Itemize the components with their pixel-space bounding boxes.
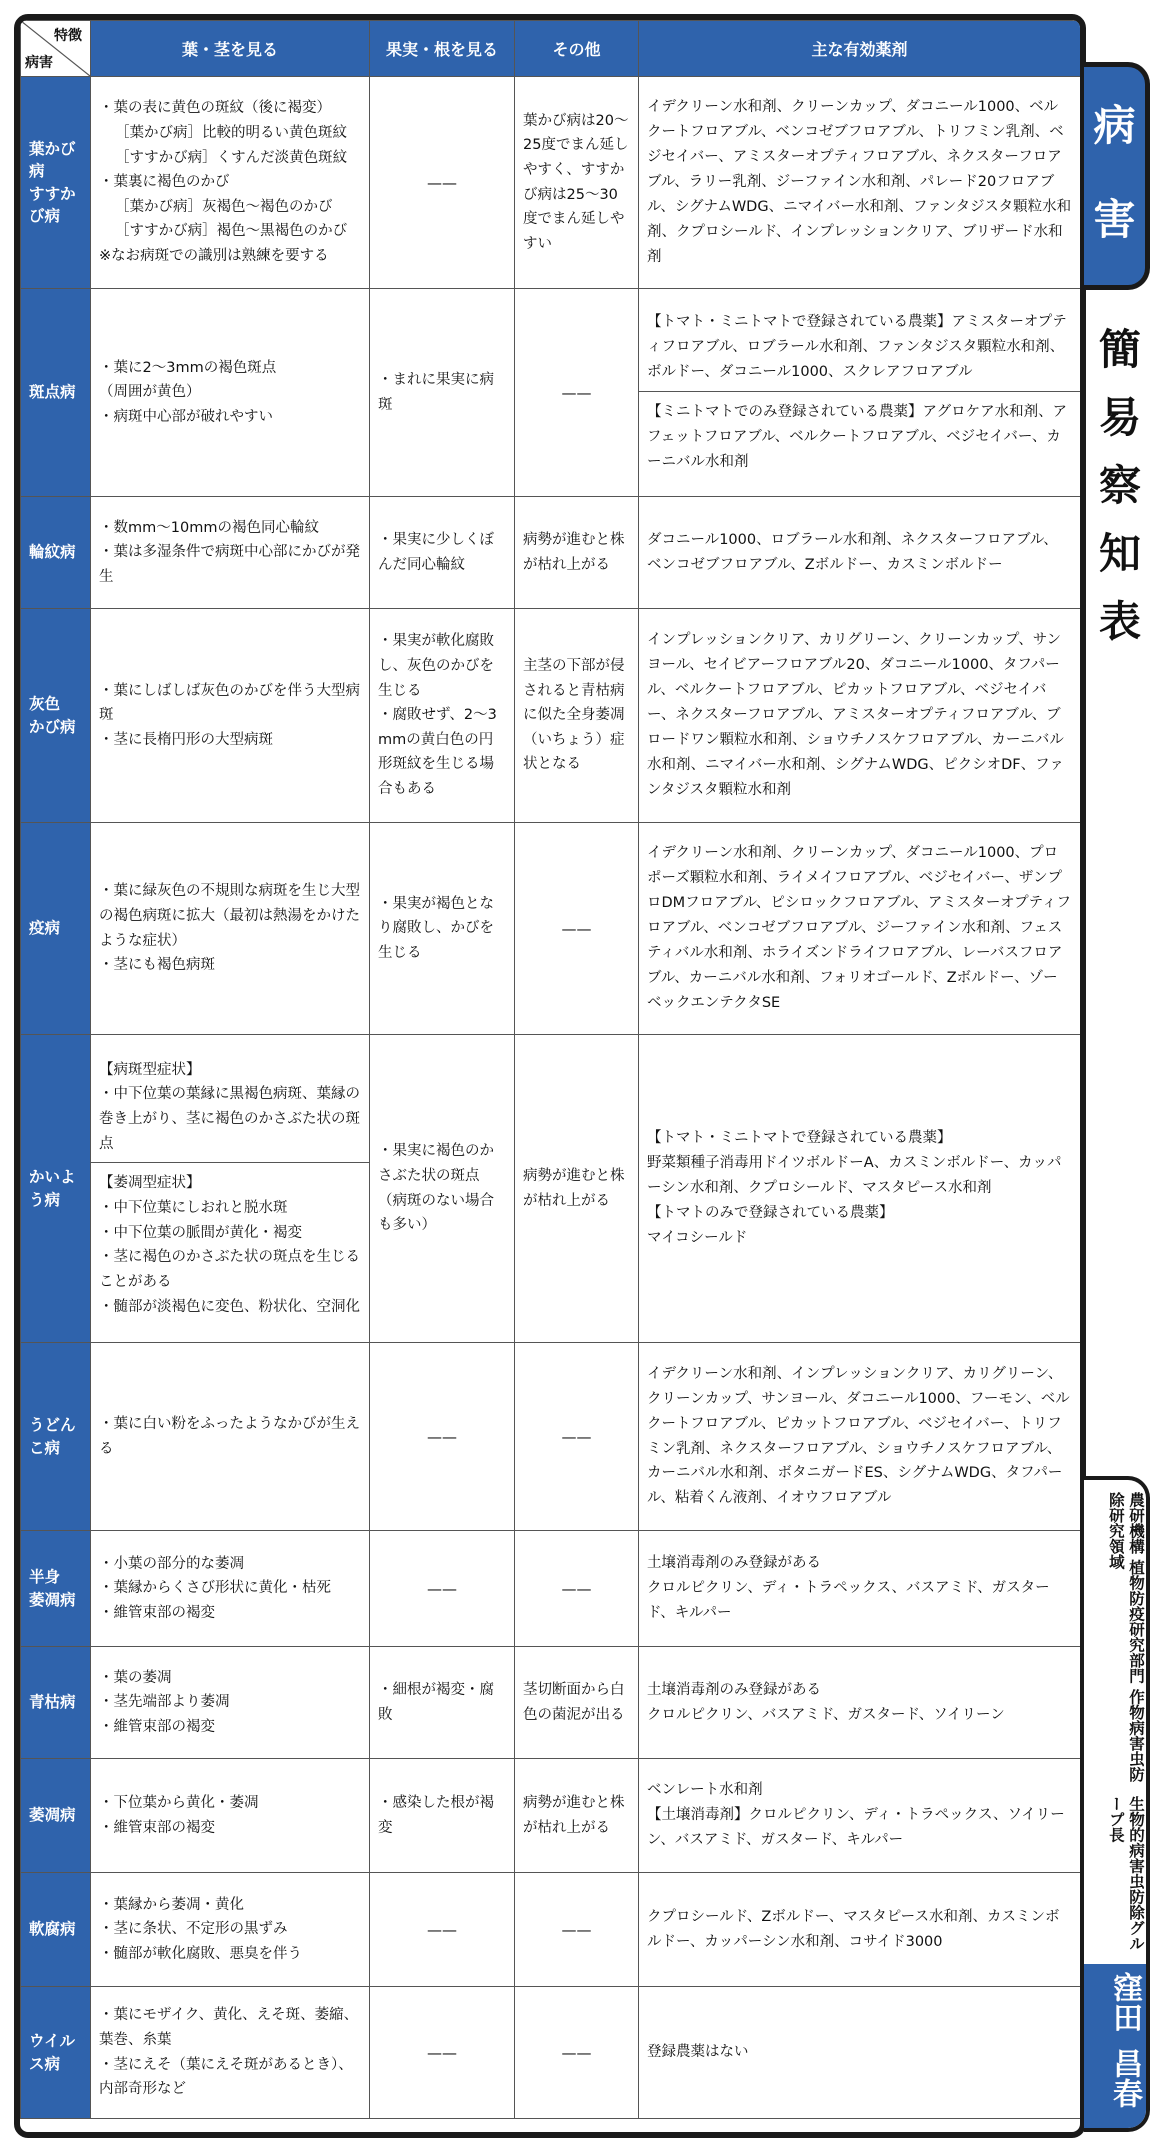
drug-line: クロルピクリン、バスアミド、ガスタード、ソイリーン (647, 1706, 1005, 1723)
disease-name-cell (21, 1531, 91, 1647)
symptom-line: ・葉は多湿条件で病斑中心部にかびが発生 (99, 544, 360, 585)
author-family-name: 窪田 (1107, 1972, 1142, 2032)
fruit-symptom-cell (370, 609, 515, 823)
symptom-line: ［すすかび病］くすんだ淡黄色斑紋 (115, 149, 348, 166)
disease-name: ウイルス病 (29, 2032, 76, 2073)
symptom-line: ・腐敗せず、2～3mmの黄白色の円形斑紋を生じる場合もある (378, 707, 497, 798)
corner-feature-label: 特徴 (54, 28, 82, 44)
disease-name-cell (21, 497, 91, 609)
leaf-symptom-cell (91, 609, 370, 823)
fruit-symptom-cell: —— (370, 1873, 515, 1987)
symptom-line: ・葉裏に褐色のかび (99, 174, 230, 191)
fruit-symptom-cell: ・感染した根が褐変 (370, 1759, 515, 1873)
author-name-box (1084, 1964, 1146, 2132)
symptom-line: ・葉縁から萎凋・黄化 (99, 1896, 244, 1913)
fruit-symptom-cell: ・細根が褐変・腐敗 (370, 1647, 515, 1759)
disease-name-cell (21, 823, 91, 1035)
symptom-line: ・葉にモザイク、黄化、えそ斑、萎縮、葉巻、糸葉 (99, 2007, 359, 2048)
disease-name: 輪紋病 (29, 543, 76, 562)
table-row (21, 1647, 1081, 1759)
drug-group: 【ミニトマトでのみ登録されている農薬】アグロケア水和剤、アフェットフロアブル、ベルクートフロアブル、ベジセイバー、カーニバル水和剤 (639, 391, 1080, 475)
other-cell: 葉かび病は20～25度でまん延しやすく、すすかび病は25～30度でまん延しやすい (515, 77, 639, 289)
symptom-line: ・果実が軟化腐敗し、灰色のかびを生じる (378, 633, 494, 699)
category-tab-char: 病 (1093, 101, 1136, 150)
symptom-line: ・葉に緑灰色の不規則な病斑を生じ大型の褐色病斑に拡大（最初は熱湯をかけたような症状） (99, 883, 360, 949)
disease-name: 葉かび病 (29, 139, 76, 181)
other-cell: —— (515, 1873, 639, 1987)
drug-cell (639, 1531, 1081, 1647)
symptom-line: ・茎にも褐色病斑 (99, 957, 215, 974)
disease-name-cell (21, 1873, 91, 1987)
fruit-symptom-cell: ・果実に褐色のかさぶた状の斑点（病斑のない場合も多い） (370, 1035, 515, 1343)
drug-cell: ダコニール1000、ロブラール水和剤、ネクスターフロアブル、ベンコゼブフロアブル、Zボルドー、カスミンボルドー (639, 497, 1081, 609)
symptom-heading: 【萎凋型症状】 (99, 1175, 201, 1192)
drug-line: 土壌消毒剤のみ登録がある (647, 1555, 821, 1572)
table-row (21, 289, 1081, 497)
other-cell: —— (515, 289, 639, 497)
disease-name: 青枯病 (29, 1693, 76, 1712)
table-row (21, 1035, 1081, 1343)
author-given-name: 昌春 (1107, 2048, 1142, 2108)
fruit-symptom-cell: ・まれに果実に病斑 (370, 289, 515, 497)
fruit-symptom-cell: —— (370, 1343, 515, 1531)
leaf-symptom-cell (91, 77, 370, 289)
drug-cell: インプレッションクリア、カリグリーン、クリーンカップ、サンヨール、セイビアーフロアブル20、ダコニール1000、タフパール、ベルクートフロアブル、ピカットフロアブル、ベジセイバー、ネクスターフロアブル、アミスターオプティフロアブル、ブロードワン顆粒水和剤、ショウチノスケフロアブル、カーニバル水和剤、ニマイバー水和剤、シグナムWDG、ピクシオDF、ファンタジスタ顆粒水和剤 (639, 609, 1081, 823)
table-row (21, 1531, 1081, 1647)
symptom-line: ・葉の表に黄色の斑紋（後に褐変） (99, 100, 331, 117)
page-title (1090, 316, 1150, 656)
disease-table-frame (14, 14, 1086, 2138)
drug-line: 【土壌消毒剤】クロルピクリン、ディ・トラペックス、ソイリーン、バスアミド、ガスタード、キルパー (647, 1807, 1065, 1848)
drug-line: 土壌消毒剤のみ登録がある (647, 1681, 821, 1698)
title-char: 簡 (1098, 325, 1141, 374)
drug-group: 【トマト・ミニトマトで登録されている農薬】アミスターオプティフロアブル、ロブラール水和剤、ファンタジスタ顆粒水和剤、ボルドー、ダコニール1000、スクレアフロアブル (647, 314, 1067, 381)
fruit-symptom-cell: ・果実に少しくぼんだ同心輪紋 (370, 497, 515, 609)
disease-name-cell (21, 77, 91, 289)
symptom-line: ・中下位葉の葉縁に黒褐色病斑、葉縁の巻き上がり、茎に褐色のかさぶた状の斑点 (99, 1086, 360, 1152)
disease-name-cell (21, 1035, 91, 1343)
leaf-symptom-cell (91, 1343, 370, 1531)
table-row (21, 609, 1081, 823)
leaf-symptom-cell (91, 497, 370, 609)
drug-cell (639, 1759, 1081, 1873)
drug-cell: 登録農薬はない (639, 1987, 1081, 2119)
col-header-other: その他 (515, 21, 639, 77)
disease-name: うどんこ病 (29, 1416, 76, 1457)
symptom-line: ・中下位葉の脈間が黄化・褐変 (99, 1224, 302, 1241)
symptom-line: ・病斑中心部が破れやすい (99, 408, 273, 425)
drug-line: ベンレート水和剤 (647, 1782, 763, 1799)
symptom-line: ・髄部が淡褐色に変色、粉状化、空洞化 (99, 1298, 360, 1315)
fruit-symptom-cell: ・果実が褐色となり腐敗し、かびを生じる (370, 823, 515, 1035)
col-header-leaf: 葉・茎を見る (91, 21, 370, 77)
drug-cell: イデクリーン水和剤、クリーンカップ、ダコニール1000、ベルクートフロアブル、ベンコゼブフロアブル、トリフミン乳剤、ベジセイバー、アミスターオプティフロアブル、ネクスターフロアブル、ラリー乳剤、ジーファイン水和剤、パレード20フロアブル、シグナムWDG、ニマイバー水和剤、ファンタジスタ顆粒水和剤、クプロシールド、インプレッションクリア、ブリザード水和剤 (639, 77, 1081, 289)
symptom-line: ・維管束部の褐変 (99, 1604, 215, 1621)
author-box (1084, 1476, 1150, 2132)
disease-name-cell (21, 1987, 91, 2119)
symptom-line: ・維管束部の褐変 (99, 1819, 215, 1836)
other-cell: 病勢が進むと株が枯れ上がる (515, 1759, 639, 1873)
affiliation-line: 生物的病害虫防除グループ長 (1106, 1795, 1145, 1951)
table-row (21, 77, 1081, 289)
drug-line: クロルピクリン、ディ・トラペックス、バスアミド、ガスタード、キルパー (647, 1580, 1050, 1621)
leaf-symptom-cell (91, 1035, 370, 1343)
category-tab (1084, 62, 1150, 290)
other-cell: —— (515, 1343, 639, 1531)
symptom-line: ・髄部が軟化腐敗、悪臭を伴う (99, 1945, 302, 1962)
drug-cell (639, 1647, 1081, 1759)
table-row (21, 1759, 1081, 1873)
symptom-heading: 【病斑型症状】 (99, 1061, 201, 1078)
leaf-symptom-cell (91, 1647, 370, 1759)
disease-name-cell (21, 1759, 91, 1873)
leaf-symptom-cell (91, 1987, 370, 2119)
symptom-line: ・小葉の部分的な萎凋 (99, 1555, 244, 1572)
symptom-line: ［葉かび病］比較的明るい黄色斑紋 (115, 124, 347, 141)
table-row (21, 1343, 1081, 1531)
disease-name: 疫病 (29, 919, 61, 938)
title-char: 知 (1098, 529, 1141, 578)
fruit-symptom-cell: —— (370, 77, 515, 289)
symptom-line: ［葉かび病］灰褐色～褐色のかび (115, 198, 333, 215)
title-char: 表 (1098, 597, 1141, 646)
disease-name: 萎凋病 (29, 1806, 76, 1825)
drug-line: 【トマトのみで登録されている農薬】 (647, 1204, 894, 1221)
drug-line: マイコシールド (647, 1229, 748, 1246)
symptom-line: ・中下位葉にしおれと脱水斑 (99, 1200, 288, 1216)
drug-line: 【トマト・ミニトマトで登録されている農薬】 (647, 1130, 952, 1147)
disease-name: すすかび病 (29, 184, 76, 225)
leaf-symptom-cell (91, 823, 370, 1035)
drug-cell: クプロシールド、Zボルドー、マスタピース水和剤、カスミンボルドー、カッパーシン水和剤、コサイド3000 (639, 1873, 1081, 1987)
disease-name: 灰色 (29, 695, 61, 714)
title-char: 易 (1098, 393, 1141, 442)
symptom-subsection (91, 1162, 369, 1319)
table-row (21, 823, 1081, 1035)
symptom-line: （周囲が黄色） (99, 384, 201, 401)
symptom-line: ・葉に2～3mmの褐色斑点 (99, 359, 277, 376)
disease-name: 軟腐病 (29, 1920, 76, 1939)
other-cell: —— (515, 823, 639, 1035)
title-char: 察 (1098, 461, 1141, 510)
drug-line: 野菜類種子消毒用ドイツボルドーA、カスミンボルドー、カッパーシン水和剤、クプロシールド、マスタピース水和剤 (647, 1155, 1062, 1197)
author-name (1084, 1972, 1146, 2108)
leaf-symptom-cell (91, 289, 370, 497)
corner-disease-label: 病害 (25, 55, 53, 71)
disease-table (20, 20, 1081, 2119)
fruit-symptom-cell: —— (370, 1531, 515, 1647)
other-cell: 主茎の下部が侵されると青枯病に似た全身萎凋（いちょう）症状となる (515, 609, 639, 823)
other-cell: 茎切断面から白色の菌泥が出る (515, 1647, 639, 1759)
disease-name: かび病 (29, 717, 76, 736)
symptom-line: ・茎に条状、不定形の黒ずみ (99, 1921, 288, 1938)
drug-cell (639, 289, 1081, 497)
drug-cell (639, 1035, 1081, 1343)
symptom-line: ・茎に長楕円形の大型病斑 (99, 731, 273, 748)
disease-name: 萎凋病 (29, 1590, 76, 1609)
symptom-line: ・葉の萎凋 (99, 1669, 172, 1686)
symptom-line: ・茎先端部より萎凋 (99, 1694, 230, 1711)
disease-name-cell (21, 289, 91, 497)
symptom-line: ・維管束部の褐変 (99, 1718, 215, 1735)
drug-cell: イデクリーン水和剤、クリーンカップ、ダコニール1000、プロポーズ顆粒水和剤、ライメイフロアブル、ベジセイバー、ザンプロDMフロアブル、ピシロックフロアブル、アミスターオプティフロアブル、ベンコゼブフロアブル、ジーファイン水和剤、フェスティバル水和剤、ホライズンドライフロアブル、レーバスフロアブル、カーニバル水和剤、フォリオゴールド、Zボルドー、ゾーベックエンテクタSE (639, 823, 1081, 1035)
disease-name: かいよう病 (29, 1168, 76, 1209)
symptom-line: ・葉にしばしば灰色のかびを伴う大型病斑 (99, 682, 360, 724)
symptom-line: ・茎にえそ（葉にえそ斑があるとき）、内部奇形など (99, 2056, 353, 2098)
disease-name-cell (21, 609, 91, 823)
other-cell: 病勢が進むと株が枯れ上がる (515, 1035, 639, 1343)
symptom-line: ・数mm～10mmの褐色同心輪紋 (99, 519, 319, 536)
header-row (21, 21, 1081, 77)
symptom-line: ・茎に褐色のかさぶた状の斑点を生じることがある (99, 1249, 360, 1290)
disease-name-cell (21, 1647, 91, 1759)
other-cell: —— (515, 1531, 639, 1647)
table-row (21, 497, 1081, 609)
other-cell: 病勢が進むと株が枯れ上がる (515, 497, 639, 609)
disease-name: 半身 (29, 1568, 61, 1587)
leaf-symptom-cell (91, 1531, 370, 1647)
symptom-line: ・葉に白い粉をふったようなかびが生える (99, 1415, 360, 1457)
symptom-line: ・葉縁からくさび形状に黄化・枯死 (99, 1580, 331, 1597)
symptom-line: ［すすかび病］褐色～黒褐色のかび (115, 223, 348, 240)
leaf-symptom-cell (91, 1759, 370, 1873)
corner-cell (21, 21, 91, 77)
table-row (21, 1873, 1081, 1987)
leaf-symptom-cell (91, 1873, 370, 1987)
drug-cell: イデクリーン水和剤、インプレッションクリア、カリグリーン、クリーンカップ、サンヨール、ダコニール1000、フーモン、ベルクートフロアブル、ピカットフロアブル、ベジセイバー、トリフミン乳剤、ネクスターフロアブル、ショウチノスケフロアブル、カーニバル水和剤、ボタニガードES、シグナムWDG、タフパール、粘着くん液剤、イオウフロアブル (639, 1343, 1081, 1531)
fruit-symptom-cell: —— (370, 1987, 515, 2119)
symptom-line: ・下位葉から黄化・萎凋 (99, 1794, 259, 1811)
disease-name-cell (21, 1343, 91, 1531)
symptom-line: ※なお病斑での識別は熟練を要する (99, 248, 329, 265)
other-cell: —— (515, 1987, 639, 2119)
author-affiliation (1084, 1492, 1146, 1962)
col-header-fruit: 果実・根を見る (370, 21, 515, 77)
disease-name: 斑点病 (29, 383, 76, 402)
category-tab-char: 害 (1093, 195, 1136, 244)
table-row (21, 1987, 1081, 2119)
affiliation-line: 農研機構 植物防疫研究部門 作物病害虫防除研究領域 (1106, 1492, 1145, 1782)
col-header-drug: 主な有効薬剤 (639, 21, 1081, 77)
